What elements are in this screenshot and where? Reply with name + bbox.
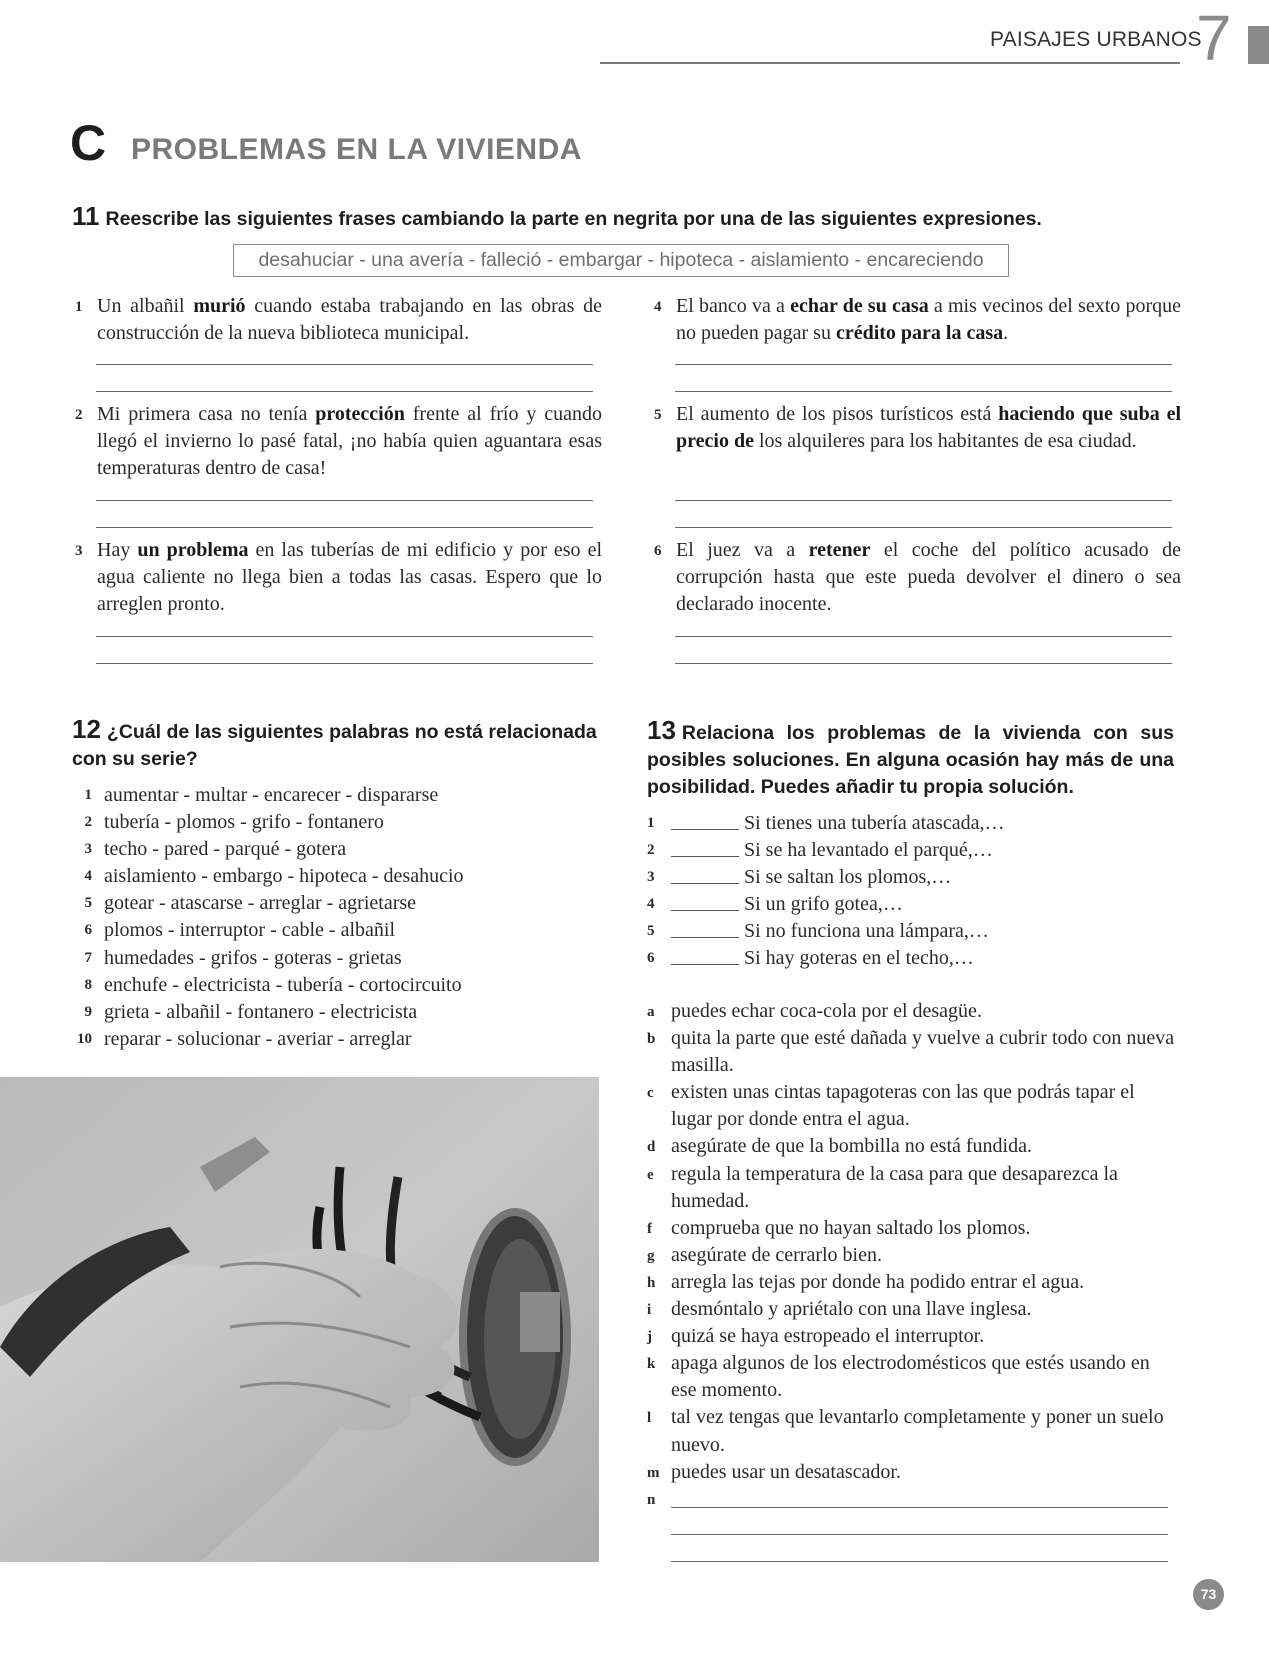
item-number: 5: [647, 923, 655, 940]
list-item: [72, 1026, 592, 1053]
exercise-11-item: [654, 293, 1181, 347]
item-number: 2: [647, 842, 655, 859]
solution-text: asegúrate de cerrarlo bien.: [671, 1243, 882, 1266]
section-letter: C: [70, 115, 107, 171]
list-item: [72, 972, 592, 999]
answer-line[interactable]: [675, 527, 1172, 528]
word-series: aislamiento - embargo - hipoteca - desahucio: [104, 865, 464, 888]
problem-item: [647, 945, 1167, 972]
bold-phrase: protección: [315, 403, 405, 425]
word-series: plomos - interruptor - cable - albañil: [104, 919, 396, 942]
exercise-13-problems: [647, 810, 1167, 973]
bold-phrase: retener: [808, 539, 871, 561]
sentence-text: Hay: [97, 539, 138, 561]
bold-phrase: echar de su casa: [790, 295, 929, 317]
solution-text: puedes echar coca-cola por el desagüe.: [671, 1000, 982, 1022]
solution-text: desmóntalo y apriétalo con una llave inglesa.: [671, 1298, 1032, 1321]
exercise-13-solutions: [647, 998, 1177, 1567]
item-number: 5: [654, 407, 662, 423]
solution-text: tal vez tengas que levantarlo completamente y poner un suelo nuevo.: [671, 1406, 1164, 1456]
solution-item: [647, 1025, 1177, 1079]
solution-item: [647, 1079, 1177, 1133]
item-number: 6: [654, 543, 662, 559]
exercise-11-item: [654, 537, 1181, 618]
problem-item: [647, 837, 1167, 864]
exercise-11-item: [654, 401, 1181, 455]
sentence-text: los alquileres para los habitantes de esa ciudad.: [753, 430, 1137, 452]
item-number: 4: [654, 299, 662, 315]
list-item: [72, 809, 592, 836]
solution-item: [647, 1323, 1177, 1350]
list-item: [72, 863, 592, 890]
list-item: [72, 890, 592, 917]
solution-text: puedes usar un desatascador.: [671, 1460, 901, 1483]
item-letter: g: [647, 1247, 655, 1264]
unit-number: 7: [1196, 2, 1232, 74]
exercise-number: 11: [72, 201, 100, 231]
problem-text: Si un grifo gotea,…: [744, 893, 903, 916]
word-series: tubería - plomos - grifo - fontanero: [104, 811, 384, 834]
problem-text: Si se saltan los plomos,…: [744, 866, 952, 889]
answer-line[interactable]: [671, 1507, 1168, 1508]
item-number: 10: [77, 1030, 92, 1047]
sentence-text: cuando estaba trabajando en las obras de construcción de la nueva biblioteca municipal.: [97, 295, 602, 344]
item-number: 7: [84, 949, 92, 966]
answer-blank[interactable]: [671, 829, 739, 830]
answer-line[interactable]: [675, 636, 1172, 637]
solution-text: quizá se haya estropeado el interruptor.: [671, 1325, 985, 1348]
item-letter: e: [647, 1166, 654, 1183]
answer-line[interactable]: [671, 1534, 1168, 1535]
sentence-text: a mis vecinos del sexto porque no pueden pagar su: [676, 295, 1181, 344]
exercise-13-heading: [647, 717, 1174, 801]
item-number: 1: [84, 787, 92, 803]
item-number: 1: [75, 299, 83, 315]
word-bank-box: desahuciar - una avería - falleció - embargar - hipoteca - aislamiento - encareciendo: [233, 244, 1009, 277]
answer-blank[interactable]: [671, 964, 739, 965]
exercise-12-heading: [72, 716, 602, 773]
item-number: 1: [647, 815, 655, 831]
solution-item: [647, 1242, 1177, 1269]
word-series: enchufe - electricista - tubería - cortocircuito: [104, 973, 462, 996]
word-series: humedades - grifos - goteras - grietas: [104, 946, 402, 969]
bold-phrase: murió: [193, 295, 246, 317]
sentence-text: frente al frío y cuando llegó el invierno lo pasé fatal, ¡no había quien aguantara esas temperaturas dentro de casa!: [97, 403, 602, 479]
exercise-instruction: Reescribe las siguientes frases cambiando la parte en negrita por una de las siguientes expresiones.: [105, 208, 1042, 230]
item-letter: i: [647, 1302, 652, 1319]
problem-text: Si hay goteras en el techo,…: [744, 947, 974, 970]
answer-blank[interactable]: [671, 883, 739, 884]
answer-line[interactable]: [675, 663, 1172, 664]
answer-line[interactable]: [96, 527, 593, 528]
chapter-title: PAISAJES URBANOS: [990, 28, 1202, 51]
bold-phrase: crédito para la casa: [835, 322, 1004, 344]
list-item: [72, 945, 592, 972]
sentence-text: El banco va a: [676, 295, 791, 317]
solution-item: [647, 1133, 1177, 1160]
sentence-text: El juez va a: [676, 539, 809, 561]
answer-line[interactable]: [96, 364, 593, 365]
item-sentence: [676, 293, 1181, 347]
item-letter: m: [647, 1464, 660, 1481]
problem-text: Si tienes una tubería atascada,…: [744, 812, 1005, 834]
answer-line[interactable]: [675, 391, 1172, 392]
sentence-text: .: [1003, 322, 1009, 344]
item-sentence: [97, 537, 602, 618]
solution-item: [647, 1215, 1177, 1242]
sentence-text: Un albañil: [97, 295, 194, 317]
solution-item: [647, 1161, 1177, 1215]
solution-item: [647, 1404, 1177, 1458]
solution-item-own: [647, 1486, 1177, 1567]
chapter-tab-marker: [1248, 26, 1269, 64]
word-series: grieta - albañil - fontanero - electricista: [104, 1000, 418, 1023]
list-item: [72, 782, 592, 809]
answer-blank[interactable]: [671, 856, 739, 857]
problem-item: [647, 810, 1167, 837]
item-sentence: [97, 401, 602, 482]
answer-line[interactable]: [671, 1561, 1168, 1562]
item-number: 9: [84, 1003, 92, 1020]
exercise-instruction: ¿Cuál de las siguientes palabras no está relacionada con su serie?: [72, 721, 597, 770]
solution-text: comprueba que no hayan saltado los plomos.: [671, 1216, 1031, 1239]
list-item: [72, 999, 592, 1026]
answer-line[interactable]: [675, 500, 1172, 501]
list-item: [72, 836, 592, 863]
item-letter: n: [647, 1491, 656, 1508]
solution-item: [647, 1296, 1177, 1323]
header-rule: [600, 62, 1180, 64]
problem-text: Si se ha levantado el parqué,…: [744, 839, 993, 862]
electrical-repair-photo: [0, 1077, 599, 1562]
item-number: 6: [647, 950, 655, 967]
answer-line[interactable]: [96, 663, 593, 664]
item-letter: f: [647, 1220, 652, 1237]
bold-phrase: haciendo que suba el precio de: [676, 403, 1181, 452]
answer-line[interactable]: [675, 364, 1172, 365]
sentence-text: Mi primera casa no tenía: [97, 403, 316, 425]
answer-blank[interactable]: [671, 937, 739, 938]
problem-item: [647, 891, 1167, 918]
sentence-text: El aumento de los pisos turísticos está: [676, 403, 999, 425]
item-number: 2: [84, 814, 92, 831]
item-number: 2: [75, 407, 83, 423]
item-letter: l: [647, 1410, 652, 1427]
exercise-number: 13: [647, 715, 676, 745]
solution-text: existen unas cintas tapagoteras con las que podrás tapar el lugar por donde entra el agua.: [671, 1081, 1135, 1131]
answer-blank[interactable]: [671, 910, 739, 911]
problem-text: Si no funciona una lámpara,…: [744, 920, 989, 943]
word-series: techo - pared - parqué - gotera: [104, 838, 347, 861]
solution-item: [647, 1269, 1177, 1296]
solution-text: asegúrate de que la bombilla no está fundida.: [671, 1135, 1032, 1158]
section-title: PROBLEMAS EN LA VIVIENDA: [131, 133, 582, 166]
word-series: aumentar - multar - encarecer - dispararse: [104, 784, 439, 806]
exercise-11-heading: [72, 203, 1192, 233]
item-sentence: [97, 293, 602, 347]
item-letter: c: [647, 1085, 654, 1102]
sentence-text: en las tuberías de mi edificio y por eso el agua caliente no llega bien a todas las casas. Espero que lo arreglen pronto.: [97, 539, 603, 615]
word-series: gotear - atascarse - arreglar - agrietarse: [104, 892, 417, 915]
item-number: 4: [84, 868, 92, 885]
sentence-text: el coche del político acusado de corrupción hasta que este pueda devolver el dinero o sea declarado inocente.: [676, 539, 1181, 615]
item-number: 6: [84, 922, 92, 939]
problem-item: [647, 918, 1167, 945]
item-number: 3: [647, 869, 655, 886]
solution-item: [647, 998, 1177, 1025]
solution-item: [647, 1350, 1177, 1404]
item-sentence: [676, 537, 1181, 618]
solution-text: regula la temperatura de la casa para que desaparezca la humedad.: [671, 1162, 1118, 1212]
word-series: reparar - solucionar - averiar - arreglar: [104, 1027, 412, 1050]
item-sentence: [676, 401, 1181, 455]
exercise-11-item: [75, 293, 602, 347]
exercise-number: 12: [72, 714, 101, 744]
item-letter: k: [647, 1356, 656, 1373]
solution-text: arregla las tejas por donde ha podido entrar el agua.: [671, 1270, 1085, 1293]
item-letter: d: [647, 1139, 656, 1156]
answer-line[interactable]: [96, 500, 593, 501]
bold-phrase: un problema: [137, 539, 249, 561]
page-number: 73: [1193, 1579, 1224, 1610]
item-letter: b: [647, 1031, 656, 1048]
exercise-instruction: Relaciona los problemas de la vivienda con sus posibles soluciones. En alguna ocasión hay más de una posibilidad. Puedes añadir tu propia solución.: [647, 722, 1174, 798]
solution-text: apaga algunos de los electrodomésticos que estés usando en ese momento.: [671, 1352, 1150, 1402]
answer-line[interactable]: [96, 391, 593, 392]
item-number: 3: [75, 543, 83, 559]
item-number: 8: [84, 976, 92, 993]
list-item: [72, 917, 592, 944]
item-number: 5: [84, 895, 92, 912]
item-letter: j: [647, 1329, 652, 1346]
solution-text: quita la parte que esté dañada y vuelve a cubrir todo con nueva masilla.: [671, 1027, 1175, 1077]
item-number: 3: [84, 841, 92, 858]
answer-line[interactable]: [96, 636, 593, 637]
exercise-12-list: [72, 782, 592, 1053]
solution-item: [647, 1459, 1177, 1486]
item-number: 4: [647, 896, 655, 913]
exercise-11-item: [75, 537, 603, 618]
problem-item: [647, 864, 1167, 891]
exercise-11-item: [75, 401, 602, 482]
item-letter: a: [647, 1004, 655, 1020]
item-letter: h: [647, 1274, 656, 1291]
